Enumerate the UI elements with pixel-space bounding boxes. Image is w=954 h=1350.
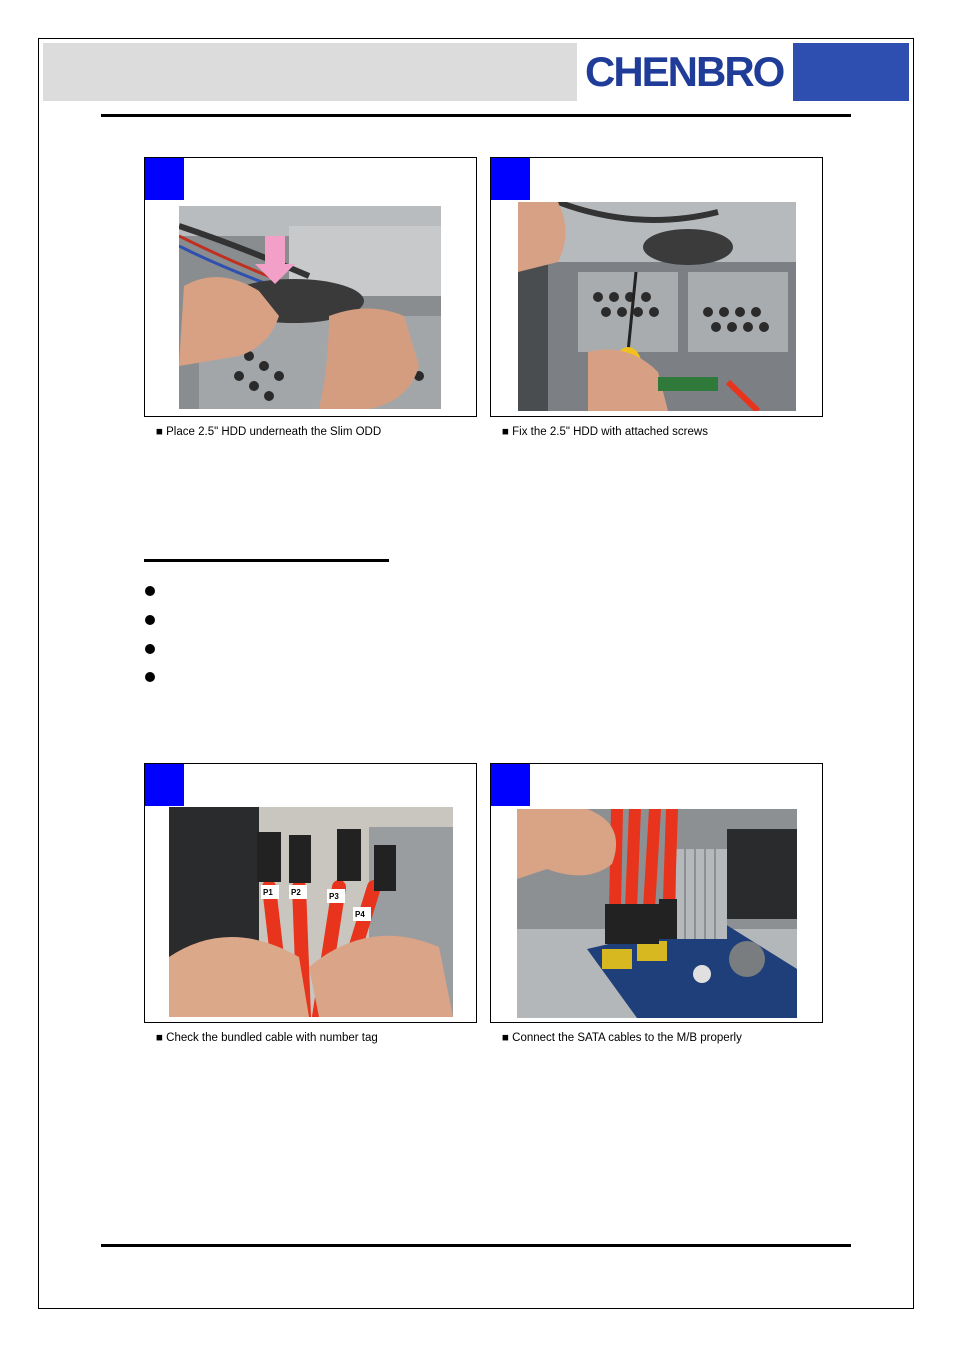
cable-tag-p4: P4 <box>355 910 365 919</box>
step-3-panel <box>144 763 477 1023</box>
step-2-badge <box>491 158 530 200</box>
step-4-badge <box>491 764 530 806</box>
bullet-2 <box>145 615 155 625</box>
step-3-photo <box>169 807 453 1017</box>
header-accent-block <box>793 43 909 101</box>
header-title-bar <box>43 43 577 101</box>
section-rule <box>144 559 389 562</box>
header-rule <box>101 114 851 117</box>
bullet-3 <box>145 644 155 654</box>
step-4-photo <box>517 809 797 1018</box>
step-1-panel <box>144 157 477 417</box>
bullet-4 <box>145 672 155 682</box>
step-1-caption: ■ Place 2.5" HDD underneath the Slim ODD <box>156 426 382 438</box>
step-2-panel <box>490 157 823 417</box>
step-1-badge <box>145 158 184 200</box>
chenbro-logo: CHENBRO <box>585 48 784 95</box>
step-3-caption: ■ Check the bundled cable with number tag <box>156 1032 378 1044</box>
step-3-badge <box>145 764 184 806</box>
step-1-photo <box>179 206 441 409</box>
step-2-caption: ■ Fix the 2.5" HDD with attached screws <box>502 426 708 438</box>
cable-tag-p3: P3 <box>329 892 339 901</box>
footer-rule <box>101 1244 851 1247</box>
step-4-panel <box>490 763 823 1023</box>
step-4-caption: ■ Connect the SATA cables to the M/B properly <box>502 1032 742 1044</box>
step-2-photo <box>518 202 796 411</box>
cable-tag-p2: P2 <box>291 888 301 897</box>
bullet-1 <box>145 586 155 596</box>
cable-tag-p1: P1 <box>263 888 273 897</box>
